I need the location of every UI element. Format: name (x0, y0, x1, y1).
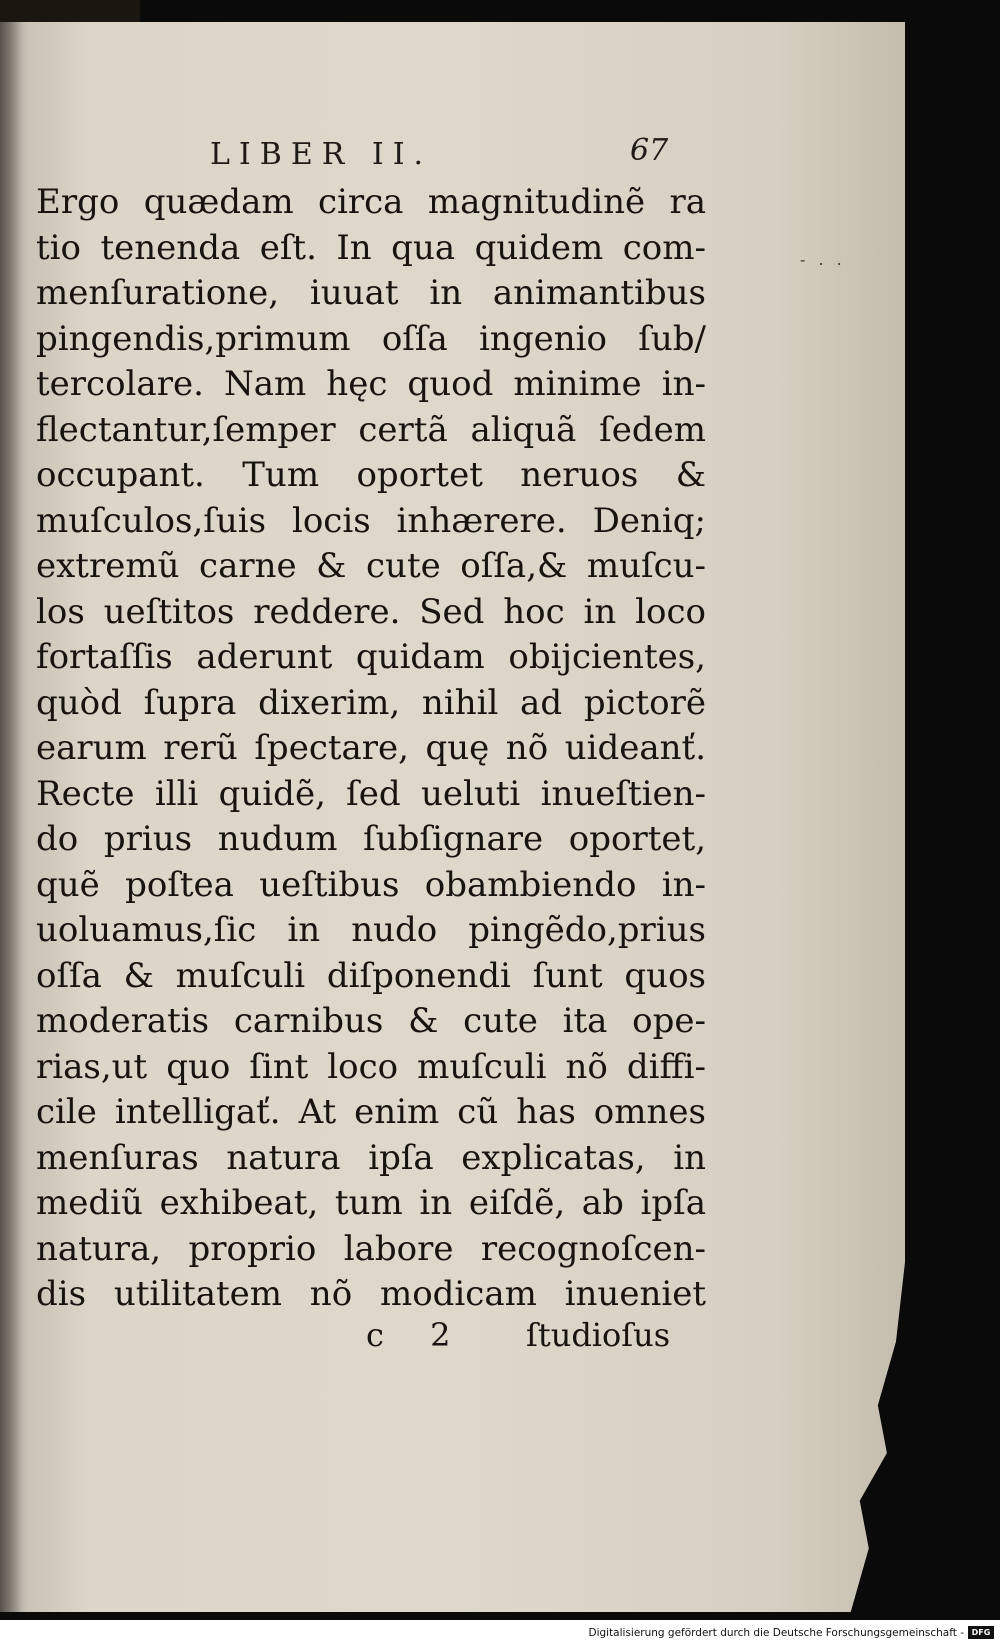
text-line: Recte illi quidẽ, ſed ueluti inueſtien- (36, 773, 706, 814)
dfg-credit-text: Digitalisierung gefördert durch die Deutsche Forschungsgemeinschaft - (588, 1627, 964, 1639)
text-line: menſuratione, iuuat in animantibus (36, 273, 706, 313)
gutter-shadow (0, 22, 22, 1612)
body-text (36, 180, 706, 1318)
page-header (200, 133, 700, 183)
signature-mark: c 2 (366, 1316, 469, 1354)
text-line: do prius nudum ſubſignare oportet, (36, 819, 706, 859)
text-line: rias,ut quo ſint loco muſculi nõ diffi- (36, 1046, 706, 1087)
running-head: LIBER II. (210, 137, 433, 172)
text-line: dis utilitatem nõ modicam inueniet (36, 1274, 706, 1314)
text-line: fortaſſis aderunt quidam obijcientes, (36, 637, 706, 677)
text-line: pingendis,primum oſſa ingenio ſub/ (36, 318, 706, 359)
text-line: uoluamus,ſic in nudo pingẽdo,prius (36, 910, 706, 950)
text-line: occupant. Tum oportet neruos & (36, 455, 706, 495)
text-line: quòd ſupra dixerim, nihil ad pictorẽ (36, 682, 706, 723)
text-line: Ergo quædam circa magnitudinẽ ra (36, 182, 706, 222)
text-line: quẽ poſtea ueſtibus obambiendo in- (36, 864, 706, 905)
text-line: tio tenenda eſt. In qua quidem com- (36, 227, 706, 268)
dfg-logo: DFG (968, 1626, 994, 1639)
text-line: los ueſtitos reddere. Sed hoc in loco (36, 591, 706, 632)
text-line: tercolare. Nam hęc quod minime in- (36, 364, 706, 404)
text-line: moderatis carnibus & cute ita ope- (36, 1001, 706, 1041)
text-line: menſuras natura ipſa explicatas, in (36, 1137, 706, 1178)
folio-number: 67 (630, 133, 669, 168)
text-line: flectantur,ſemper certã aliquã ſedem (36, 409, 706, 450)
catchword: ſtudioſus (526, 1316, 671, 1354)
text-line: oſſa & muſculi diſponendi ſunt quos (36, 955, 706, 996)
text-line: natura, proprio labore recognoſcen- (36, 1228, 706, 1269)
text-line: extremũ carne & cute oſſa,& muſcu- (36, 546, 706, 586)
page-footer (36, 1316, 706, 1366)
stray-marks: - . . (800, 250, 846, 269)
text-line: earum rerũ ſpectare, quę nõ uideanť. (36, 728, 706, 768)
text-line: muſculos,ſuis locis inhærere. Deniq; (36, 500, 706, 541)
text-line: cile intelligať. At enim cũ has omnes (36, 1092, 706, 1132)
text-line: mediũ exhibeat, tum in eiſdẽ, ab ipſa (36, 1183, 706, 1223)
